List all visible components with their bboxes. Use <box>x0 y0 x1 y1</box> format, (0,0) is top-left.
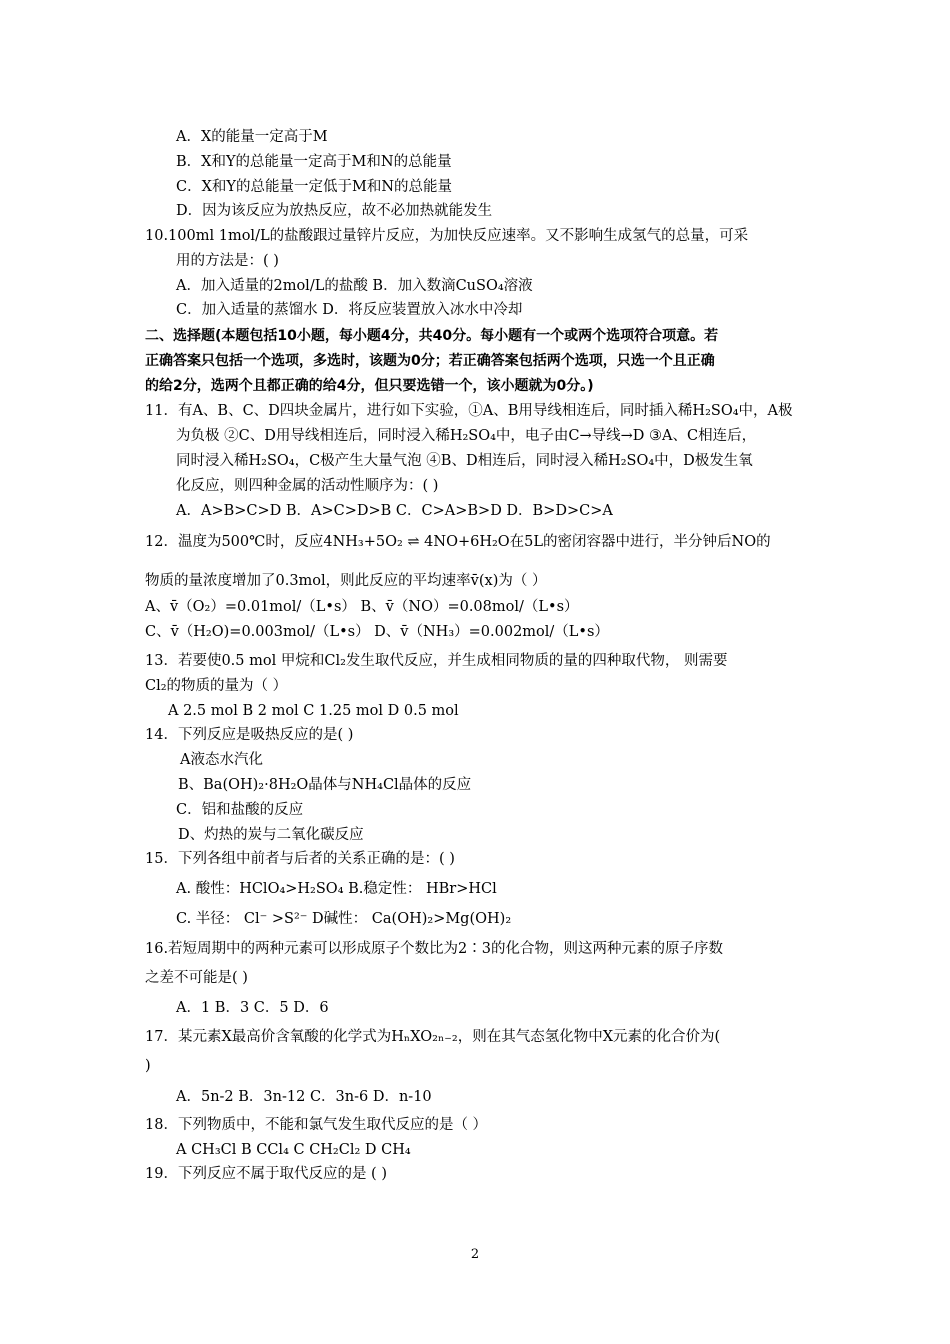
options-18: A CH₃Cl B CCl₄ C CH₂Cl₂ D CH₄ <box>176 1142 411 1158</box>
option-14d: D、灼热的炭与二氧化碳反应 <box>178 827 364 843</box>
options-12-ab: A、v̄（O₂）=0.01mol/（L•s） B、v̄（NO）=0.08mol/（L•s） <box>145 599 579 615</box>
option-9d: D．因为该反应为放热反应，故不必加热就能发生 <box>176 203 493 219</box>
question-18: 18．下列物质中，不能和氯气发生取代反应的是（ ） <box>145 1117 488 1133</box>
page-number: 2 <box>470 1247 480 1262</box>
question-16-line2: 之差不可能是( ) <box>145 970 248 986</box>
options-11: A．A>B>C>D B．A>C>D>B C．C>A>B>D D．B>D>C>A <box>176 503 613 519</box>
options-13: A 2.5 mol B 2 mol C 1.25 mol D 0.5 mol <box>168 703 459 719</box>
options-15-ab: A. 酸性：HClO₄>H₂SO₄ B.稳定性： HBr>HCl <box>176 881 497 897</box>
question-12: 12．温度为500℃时，反应4NH₃+5O₂ ⇌ 4NO+6H₂O在5L的密闭容器中进行，半分钟后NO的 <box>145 534 771 550</box>
options-12-cd: C、v̄（H₂O)=0.003mol/（L•s） D、v̄（NH₃）=0.002mol/（L•s） <box>145 624 609 640</box>
question-13-line2: Cl₂的物质的量为（ ） <box>145 678 288 694</box>
question-17-line2: ) <box>145 1058 151 1074</box>
option-9b: B．X和Y的总能量一定高于M和N的总能量 <box>176 154 452 170</box>
question-14: 14．下列反应是吸热反应的是( ) <box>145 727 354 743</box>
section-heading: 二、选择题(本题包括10小题，每小题4分，共40分。每小题有一个或两个选项符合项意。若 <box>145 328 719 344</box>
option-14b: B、Ba(OH)₂·8H₂O晶体与NH₄Cl晶体的反应 <box>178 777 472 793</box>
options-16: A．1 B．3 C．5 D．6 <box>176 1000 329 1016</box>
option-14a: A液态水汽化 <box>180 752 263 768</box>
question-17: 17．某元素X最高价含氧酸的化学式为HₙXO₂ₙ₋₂，则在其气态氢化物中X元素的化合价为( <box>145 1029 721 1045</box>
options-17: A．5n-2 B．3n-12 C．3n-6 D．n-10 <box>176 1089 432 1105</box>
question-19: 19．下列反应不属于取代反应的是 ( ) <box>145 1166 387 1182</box>
question-16: 16.若短周期中的两种元素可以形成原子个数比为2∶3的化合物，则这两种元素的原子序数 <box>145 941 724 957</box>
question-12-line2: 物质的量浓度增加了0.3mol，则此反应的平均速率v̄(x)为（ ） <box>145 573 547 589</box>
question-11-line2: 为负极 ②C、D用导线相连后，同时浸入稀H₂SO₄中，电子由C→导线→D ③A、C相连后， <box>176 428 757 444</box>
question-15: 15．下列各组中前者与后者的关系正确的是：( ) <box>145 851 455 867</box>
question-10-cont: 用的方法是：( ) <box>176 253 279 269</box>
question-11-line3: 同时浸入稀H₂SO₄，C极产生大量气泡 ④B、D相连后，同时浸入稀H₂SO₄中，D极发生氧 <box>176 453 753 469</box>
section-heading-line2: 正确答案只包括一个选项，多选时，该题为0分；若正确答案包括两个选项，只选一个且正确 <box>145 353 715 369</box>
options-10-cd: C．加入适量的蒸馏水 D．将反应装置放入冰水中冷却 <box>176 302 523 318</box>
option-14c: C．铝和盐酸的反应 <box>176 802 304 818</box>
options-10-ab: A．加入适量的2mol/L的盐酸 B．加入数滴CuSO₄溶液 <box>176 278 533 294</box>
options-15-cd: C. 半径： Cl⁻ >S²⁻ D碱性： Ca(OH)₂>Mg(OH)₂ <box>176 911 512 927</box>
option-9a: A．X的能量一定高于M <box>176 129 328 145</box>
option-9c: C．X和Y的总能量一定低于M和N的总能量 <box>176 179 453 195</box>
question-10: 10.100ml 1mol/L的盐酸跟过量锌片反应，为加快反应速率。又不影响生成氢气的总量，可采 <box>145 228 749 244</box>
question-11: 11．有A、B、C、D四块金属片，进行如下实验，①A、B用导线相连后，同时插入稀H₂SO₄中，A极 <box>145 403 793 419</box>
question-11-line4: 化反应，则四种金属的活动性顺序为：( ) <box>176 478 439 494</box>
question-13: 13．若要使0.5 mol 甲烷和Cl₂发生取代反应，并生成相同物质的量的四种取代物， 则需要 <box>145 653 728 669</box>
section-heading-line3: 的给2分，选两个且都正确的给4分，但只要选错一个，该小题就为0分。) <box>145 378 594 394</box>
